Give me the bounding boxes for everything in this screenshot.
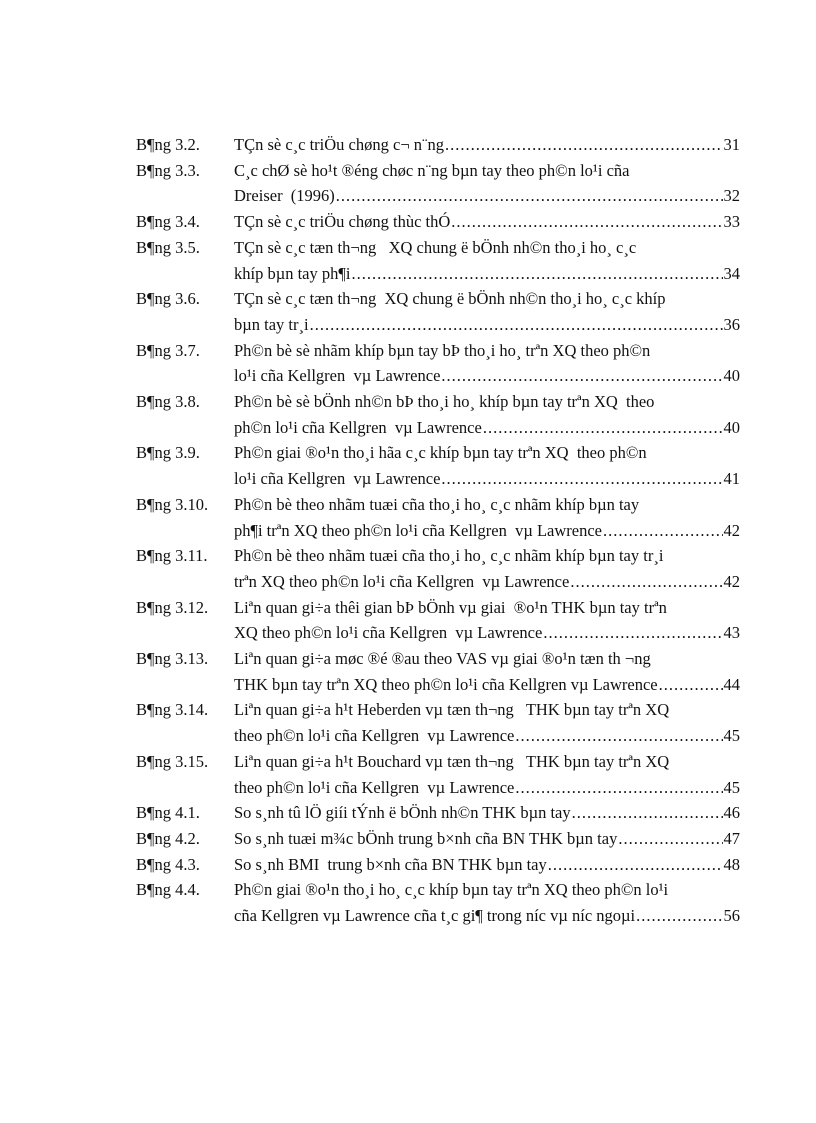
page-number: 33 [723, 212, 740, 232]
dot-leader [441, 363, 722, 389]
toc-entry [136, 492, 740, 543]
table-number: B¶ng 4.2. [136, 828, 200, 848]
caption-text: trªn XQ theo ph©n lo¹i cña Kellgren vµ Lawrence [234, 571, 570, 591]
caption-line [234, 569, 740, 595]
caption-line [234, 363, 740, 389]
caption-text: lo¹i cña Kellgren vµ Lawrence [234, 366, 441, 386]
caption-text: theo ph©n lo¹i cña Kellgren vµ Lawrence [234, 777, 515, 797]
caption-line [234, 132, 740, 158]
caption-text: Liªn quan gi÷a møc ®é ®au theo VAS vµ giai ®o¹n tæn th ¬ng [234, 649, 651, 669]
dot-leader [659, 672, 723, 698]
caption-line [234, 261, 740, 287]
caption-line [234, 312, 740, 338]
caption-text: theo ph©n lo¹i cña Kellgren vµ Lawrence [234, 726, 515, 746]
caption-text: Ph©n bè theo nhãm tuæi cña tho¸i ho¸ c¸c nhãm khíp bµn tay tr¸i [234, 546, 664, 566]
caption-text: Ph©n bè theo nhãm tuæi cña tho¸i ho¸ c¸c nhãm khíp bµn tay [234, 494, 640, 514]
dot-leader [515, 775, 722, 801]
table-number: B¶ng 3.4. [136, 212, 200, 232]
dot-leader [310, 312, 723, 338]
table-caption [234, 749, 740, 800]
caption-text: bµn tay tr¸i [234, 314, 309, 334]
caption-line [234, 723, 740, 749]
toc-entry [136, 286, 740, 337]
table-number: B¶ng 3.13. [136, 649, 209, 669]
caption-text: Ph©n bè sè bÖnh nh©n bÞ tho¸i ho¸ khíp bµn tay trªn XQ theo [234, 392, 655, 412]
toc-entry [136, 749, 740, 800]
table-caption [234, 440, 740, 491]
caption-line [234, 620, 740, 646]
caption-line [234, 697, 740, 723]
caption-line [234, 492, 740, 518]
dot-leader [336, 183, 723, 209]
toc-entry [136, 235, 740, 286]
caption-text: C¸c chØ sè ho¹t ®éng chøc n¨ng bµn tay theo ph©n lo¹i cña [234, 160, 630, 180]
caption-line [234, 389, 740, 415]
table-caption [234, 389, 740, 440]
caption-text: XQ theo ph©n lo¹i cña Kellgren vµ Lawrence [234, 623, 543, 643]
page-number: 31 [723, 135, 740, 154]
toc-entry [136, 158, 740, 209]
caption-text: Dreiser (1996) [234, 186, 335, 206]
caption-line [234, 775, 740, 801]
dot-leader [636, 903, 722, 929]
caption-text: Liªn quan gi÷a h¹t Heberden vµ tæn th¬ng THK bµn tay trªn XQ [234, 700, 670, 720]
toc-entry [136, 440, 740, 491]
page-number: 43 [723, 623, 740, 643]
dot-leader [515, 723, 722, 749]
page-number: 47 [723, 828, 740, 848]
dot-leader [483, 415, 723, 441]
caption-line [234, 877, 740, 903]
caption-text: cña Kellgren vµ Lawrence cña t¸c gi¶ trong níc vµ níc ngoµi [234, 906, 636, 926]
caption-text: THK bµn tay trªn XQ theo ph©n lo¹i cña Kellgren vµ Lawrence [234, 674, 658, 694]
table-number: B¶ng 3.11. [136, 546, 208, 566]
table-caption [234, 338, 740, 389]
caption-text: Liªn quan gi÷a h¹t Bouchard vµ tæn th¬ng THK bµn tay trªn XQ [234, 751, 670, 771]
toc-entry [136, 826, 740, 852]
caption-line [234, 826, 740, 852]
caption-line [234, 415, 740, 441]
toc-entry [136, 646, 740, 697]
caption-text: Ph©n giai ®o¹n tho¸i hãa c¸c khíp bµn tay trªn XQ theo ph©n [234, 443, 647, 463]
toc-entry [136, 697, 740, 748]
toc-entry [136, 800, 740, 826]
table-caption [234, 543, 740, 594]
toc-entry [136, 338, 740, 389]
dot-leader [543, 620, 722, 646]
caption-line [234, 672, 740, 698]
table-number: B¶ng 3.3. [136, 160, 200, 180]
dot-leader [441, 466, 722, 492]
caption-line [234, 543, 740, 569]
caption-text: khíp bµn tay ph¶i [234, 263, 351, 283]
caption-line [234, 183, 740, 209]
caption-text: TÇn sè c¸c triÖu chøng c¬ n¨ng [234, 135, 444, 154]
caption-line [234, 595, 740, 621]
page-number: 56 [723, 906, 740, 926]
caption-text: TÇn sè c¸c tæn th¬ng XQ chung ë bÖnh nh©n tho¸i ho¸ c¸c [234, 237, 637, 257]
page-number: 40 [723, 417, 740, 437]
table-caption [234, 492, 740, 543]
table-number: B¶ng 4.4. [136, 880, 200, 900]
toc-entry [136, 209, 740, 235]
table-number: B¶ng 3.9. [136, 443, 200, 463]
table-caption [234, 826, 740, 852]
caption-text: So s¸nh tû lÖ giíi tÝnh ë bÖnh nh©n THK bµn tay [234, 803, 571, 823]
list-of-tables [136, 132, 740, 929]
caption-line [234, 440, 740, 466]
toc-entry [136, 852, 740, 878]
toc-entry [136, 595, 740, 646]
dot-leader [603, 518, 723, 544]
caption-line [234, 800, 740, 826]
toc-entry [136, 389, 740, 440]
page-number: 42 [723, 571, 740, 591]
toc-entry [136, 132, 740, 158]
table-caption [234, 646, 740, 697]
page-number: 48 [723, 854, 740, 874]
dot-leader [451, 209, 722, 235]
caption-text: TÇn sè c¸c tæn th¬ng XQ chung ë bÖnh nh©n tho¸i ho¸ c¸c khíp [234, 289, 666, 309]
table-caption [234, 877, 740, 928]
caption-line [234, 466, 740, 492]
table-number: B¶ng 3.5. [136, 237, 200, 257]
caption-line [234, 338, 740, 364]
caption-line [234, 646, 740, 672]
caption-line [234, 286, 740, 312]
table-caption [234, 286, 740, 337]
toc-entry [136, 543, 740, 594]
table-caption [234, 697, 740, 748]
table-caption [234, 852, 740, 878]
table-number: B¶ng 3.15. [136, 751, 209, 771]
table-caption [234, 209, 740, 235]
caption-text: ph©n lo¹i cña Kellgren vµ Lawrence [234, 417, 482, 437]
caption-text: Ph©n bè sè nhãm khíp bµn tay bÞ tho¸i ho¸ trªn XQ theo ph©n [234, 340, 651, 360]
page-number: 42 [723, 520, 740, 540]
page-number: 36 [723, 314, 740, 334]
table-number: B¶ng 3.7. [136, 340, 200, 360]
page-number: 45 [723, 777, 740, 797]
dot-leader [548, 852, 723, 878]
caption-text: TÇn sè c¸c triÖu chøng thùc thÓ [234, 212, 451, 232]
dot-leader [351, 261, 722, 287]
caption-text: lo¹i cña Kellgren vµ Lawrence [234, 469, 441, 489]
dot-leader [570, 569, 722, 595]
dot-leader [445, 132, 723, 158]
caption-line [234, 518, 740, 544]
page-number: 45 [723, 726, 740, 746]
table-number: B¶ng 3.10. [136, 494, 209, 514]
caption-text: So s¸nh BMI trung b×nh cña BN THK bµn tay [234, 854, 547, 874]
caption-line [234, 235, 740, 261]
page-number: 32 [723, 186, 740, 206]
caption-text: ph¶i trªn XQ theo ph©n lo¹i cña Kellgren vµ Lawrence [234, 520, 602, 540]
dot-leader [618, 826, 722, 852]
table-number: B¶ng 3.14. [136, 700, 209, 720]
table-number: B¶ng 3.12. [136, 597, 209, 617]
caption-line [234, 158, 740, 184]
table-number: B¶ng 3.6. [136, 289, 200, 309]
table-number: B¶ng 3.2. [136, 135, 200, 154]
table-number: B¶ng 4.1. [136, 803, 200, 823]
caption-line [234, 852, 740, 878]
table-caption [234, 235, 740, 286]
table-number: B¶ng 3.8. [136, 392, 200, 412]
table-caption [234, 595, 740, 646]
caption-line [234, 903, 740, 929]
dot-leader [572, 800, 723, 826]
table-caption [234, 132, 740, 158]
caption-text: Liªn quan gi÷a thêi gian bÞ bÖnh vµ giai ®o¹n THK bµn tay trªn [234, 597, 667, 617]
caption-text: So s¸nh tuæi m¾c bÖnh trung b×nh cña BN THK bµn tay [234, 828, 618, 848]
caption-text: Ph©n giai ®o¹n tho¸i ho¸ c¸c khíp bµn tay trªn XQ theo ph©n lo¹i [234, 880, 669, 900]
page-number: 40 [723, 366, 740, 386]
table-caption [234, 158, 740, 209]
page-number: 41 [723, 469, 740, 489]
caption-line [234, 749, 740, 775]
table-caption [234, 800, 740, 826]
toc-entry [136, 877, 740, 928]
caption-line [234, 209, 740, 235]
page-number: 46 [723, 803, 740, 823]
table-number: B¶ng 4.3. [136, 854, 200, 874]
page-number: 44 [723, 674, 740, 694]
page-number: 34 [723, 263, 740, 283]
